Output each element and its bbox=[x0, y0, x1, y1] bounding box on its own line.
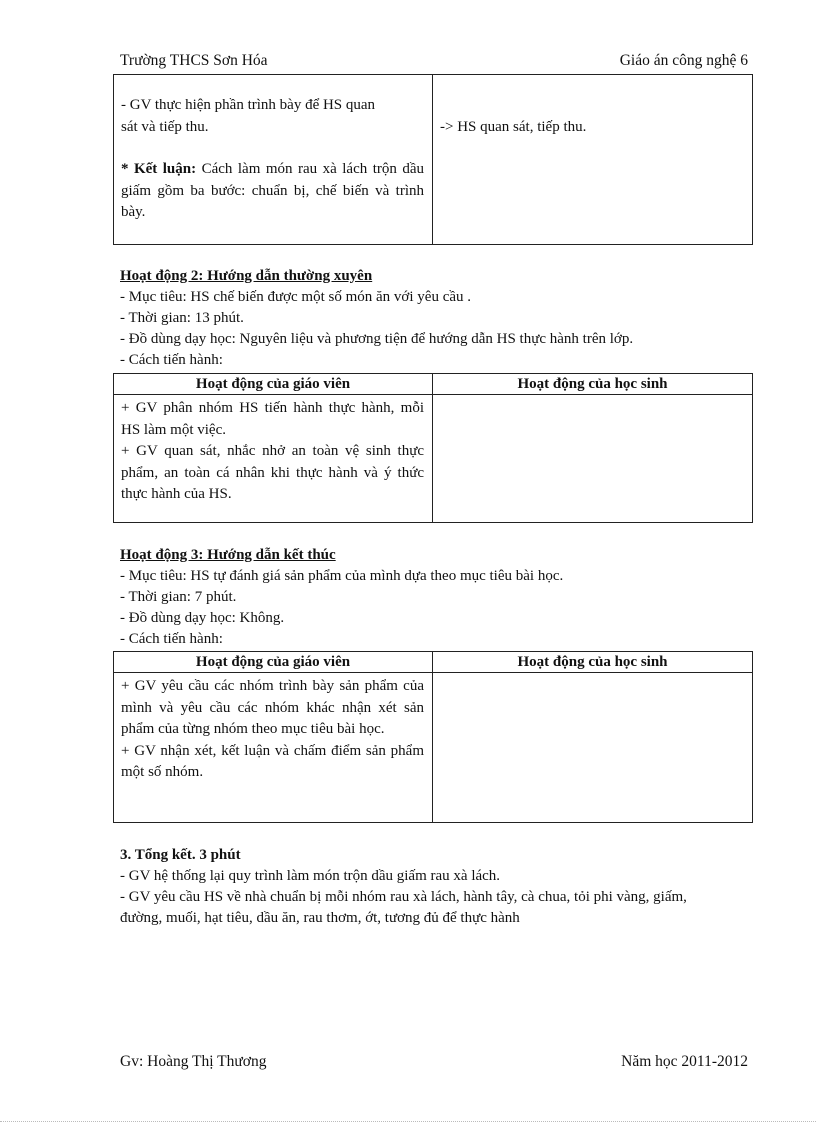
activity2-teacher-p2: + GV quan sát, nhắc nhở an toàn vệ sinh thực phẩm, an toàn cá nhân khi thực hành và ý thức thực hành của HS. bbox=[121, 443, 424, 502]
conclusion bbox=[121, 159, 424, 224]
activity3-table bbox=[113, 651, 753, 823]
summary-title: 3. Tổng kết. 3 phút bbox=[120, 847, 241, 863]
activity3-line-1: - Mục tiêu: HS tự đánh giá sản phẩm của mình dựa theo mục tiêu bài học. bbox=[120, 568, 564, 584]
activity3-title: Hoạt động 3: Hướng dẫn kết thúc bbox=[120, 547, 336, 563]
activity3-line-4: - Cách tiến hành: bbox=[120, 631, 223, 647]
summary-line-2: - GV yêu cầu HS về nhà chuẩn bị mỗi nhóm rau xà lách, hành tây, cà chua, tỏi phi vàng, giấm, bbox=[120, 889, 687, 905]
activity2-table bbox=[113, 373, 753, 523]
footer-author: Gv: Hoàng Thị Thương bbox=[120, 1053, 267, 1070]
activity2-student-text bbox=[433, 395, 752, 398]
activity3-teacher-p2: + GV nhận xét, kết luận và chấm điểm sản phẩm một số nhóm. bbox=[121, 742, 424, 780]
header-subject: Giáo án công nghệ 6 bbox=[619, 52, 748, 69]
activity2-line-1: - Mục tiêu: HS chế biến được một số món ăn với yêu cầu . bbox=[120, 289, 472, 305]
activity2-col-student: Hoạt động của học sinh bbox=[433, 374, 753, 395]
top-student-text: -> HS quan sát, tiếp thu. bbox=[440, 119, 587, 135]
activity2-line-3: - Đồ dùng dạy học: Nguyên liệu và phương tiện để hướng dẫn HS thực hành trên lớp. bbox=[120, 331, 634, 347]
top-table-student-cell bbox=[433, 75, 753, 245]
activity3-student-text bbox=[433, 673, 752, 676]
conclusion-text: Cách làm món rau xà lách trộn dầu giấm gồm ba bước: chuẩn bị, chế biến và trình bày. bbox=[121, 161, 424, 220]
activity2-student-cell bbox=[433, 395, 753, 523]
conclusion-label: * Kết luận: bbox=[121, 161, 197, 177]
activity2-section bbox=[120, 266, 633, 371]
footer-year: Năm học 2011-2012 bbox=[621, 1053, 748, 1070]
top-table bbox=[113, 74, 753, 245]
activity2-teacher-p1: + GV phân nhóm HS tiến hành thực hành, mỗi HS làm một việc. bbox=[121, 400, 424, 438]
top-line-1: - GV thực hiện phần trình bày để HS quan bbox=[121, 97, 376, 113]
activity3-line-3: - Đồ dùng dạy học: Không. bbox=[120, 610, 285, 626]
page-bottom-divider bbox=[0, 1121, 816, 1122]
activity3-teacher-p1: + GV yêu cầu các nhóm trình bày sản phẩm của mình và yêu cầu các nhóm khác nhận xét sản phẩm của từng nhóm theo mục tiêu bài học. bbox=[121, 678, 424, 737]
activity2-title: Hoạt động 2: Hướng dẫn thường xuyên bbox=[120, 268, 373, 284]
activity3-col-student: Hoạt động của học sinh bbox=[433, 652, 753, 673]
top-line-2: sát và tiếp thu. bbox=[121, 118, 209, 135]
activity3-line-2: - Thời gian: 7 phút. bbox=[120, 589, 237, 605]
activity3-teacher-cell bbox=[114, 673, 433, 823]
header-school: Trường THCS Sơn Hóa bbox=[120, 52, 268, 69]
activity3-section bbox=[120, 545, 563, 650]
summary-line-3: đường, muối, hạt tiêu, dầu ăn, rau thơm, ớt, tương đủ để thực hành bbox=[120, 910, 520, 926]
activity3-col-teacher: Hoạt động của giáo viên bbox=[114, 652, 433, 673]
activity2-line-2: - Thời gian: 13 phút. bbox=[120, 310, 244, 326]
summary-line-1: - GV hệ thống lại quy trình làm món trộn dầu giấm rau xà lách. bbox=[120, 868, 501, 884]
summary-section bbox=[120, 845, 687, 929]
activity2-col-teacher: Hoạt động của giáo viên bbox=[114, 374, 433, 395]
top-table-teacher-cell bbox=[114, 75, 433, 245]
activity2-line-4: - Cách tiến hành: bbox=[120, 352, 223, 368]
activity3-student-cell bbox=[433, 673, 753, 823]
activity2-teacher-cell bbox=[114, 395, 433, 523]
